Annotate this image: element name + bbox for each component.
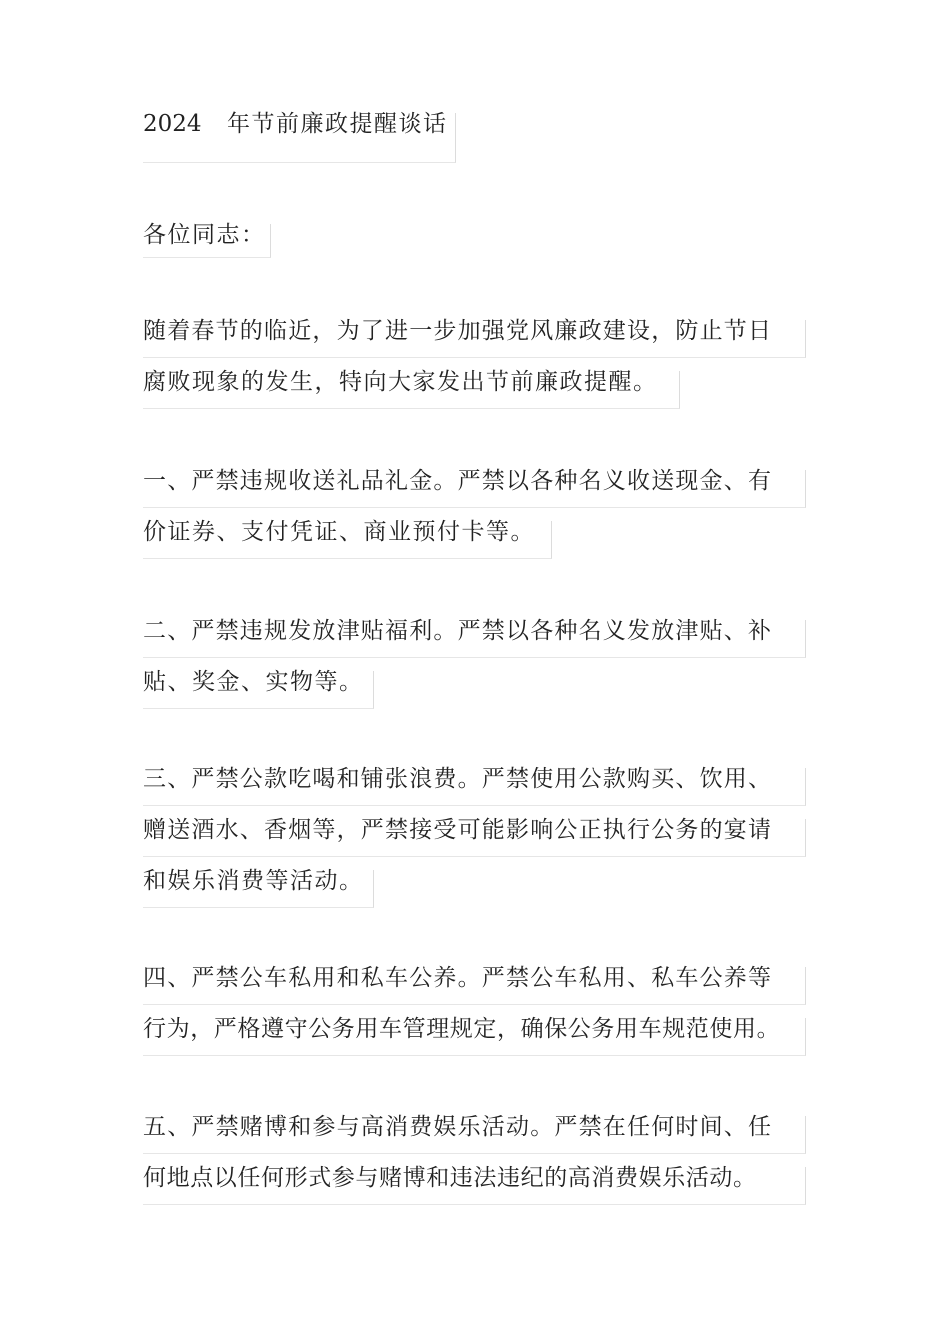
paragraph-line: 价证券、支付凭证、商业预付卡等。 [143,521,552,559]
paragraph-line: 五、严禁赌博和参与高消费娱乐活动。严禁在任何时间、任 [143,1116,806,1154]
paragraph-line: 二、严禁违规发放津贴福利。严禁以各种名义发放津贴、补 [143,620,806,658]
paragraph-item-5 [143,1116,806,1218]
paragraph-line: 赠送酒水、香烟等，严禁接受可能影响公正执行公务的宴请 [143,819,806,857]
title-year: 2024 [143,111,202,137]
paragraph-line: 腐败现象的发生，特向大家发出节前廉政提醒。 [143,371,680,409]
paragraph-line: 贴、奖金、实物等。 [143,671,374,709]
paragraph-line: 和娱乐消费等活动。 [143,870,374,908]
paragraph-line: 四、严禁公车私用和私车公养。严禁公车私用、私车公养等 [143,967,806,1005]
paragraph-line: 一、严禁违规收送礼品礼金。严禁以各种名义收送现金、有 [143,470,806,508]
paragraph-line: 行为，严格遵守公务用车管理规定，确保公务用车规范使用。 [143,1018,806,1056]
paragraph-item-1 [143,470,806,572]
paragraph-item-3 [143,768,806,921]
document-title [143,113,456,176]
paragraph-line: 何地点以任何形式参与赌博和违法违纪的高消费娱乐活动。 [143,1167,806,1205]
title-line [143,113,456,163]
paragraph-line: 随着春节的临近，为了进一步加强党风廉政建设，防止节日 [143,320,806,358]
paragraph-item-4 [143,967,806,1069]
paragraph-line: 三、严禁公款吃喝和铺张浪费。严禁使用公款购买、饮用、 [143,768,806,806]
paragraph-intro [143,320,806,422]
paragraph-item-2 [143,620,806,722]
salutation [143,224,271,271]
salutation-line: 各位同志： [143,224,271,258]
title-text: 年节前廉政提醒谈话 [227,111,448,137]
